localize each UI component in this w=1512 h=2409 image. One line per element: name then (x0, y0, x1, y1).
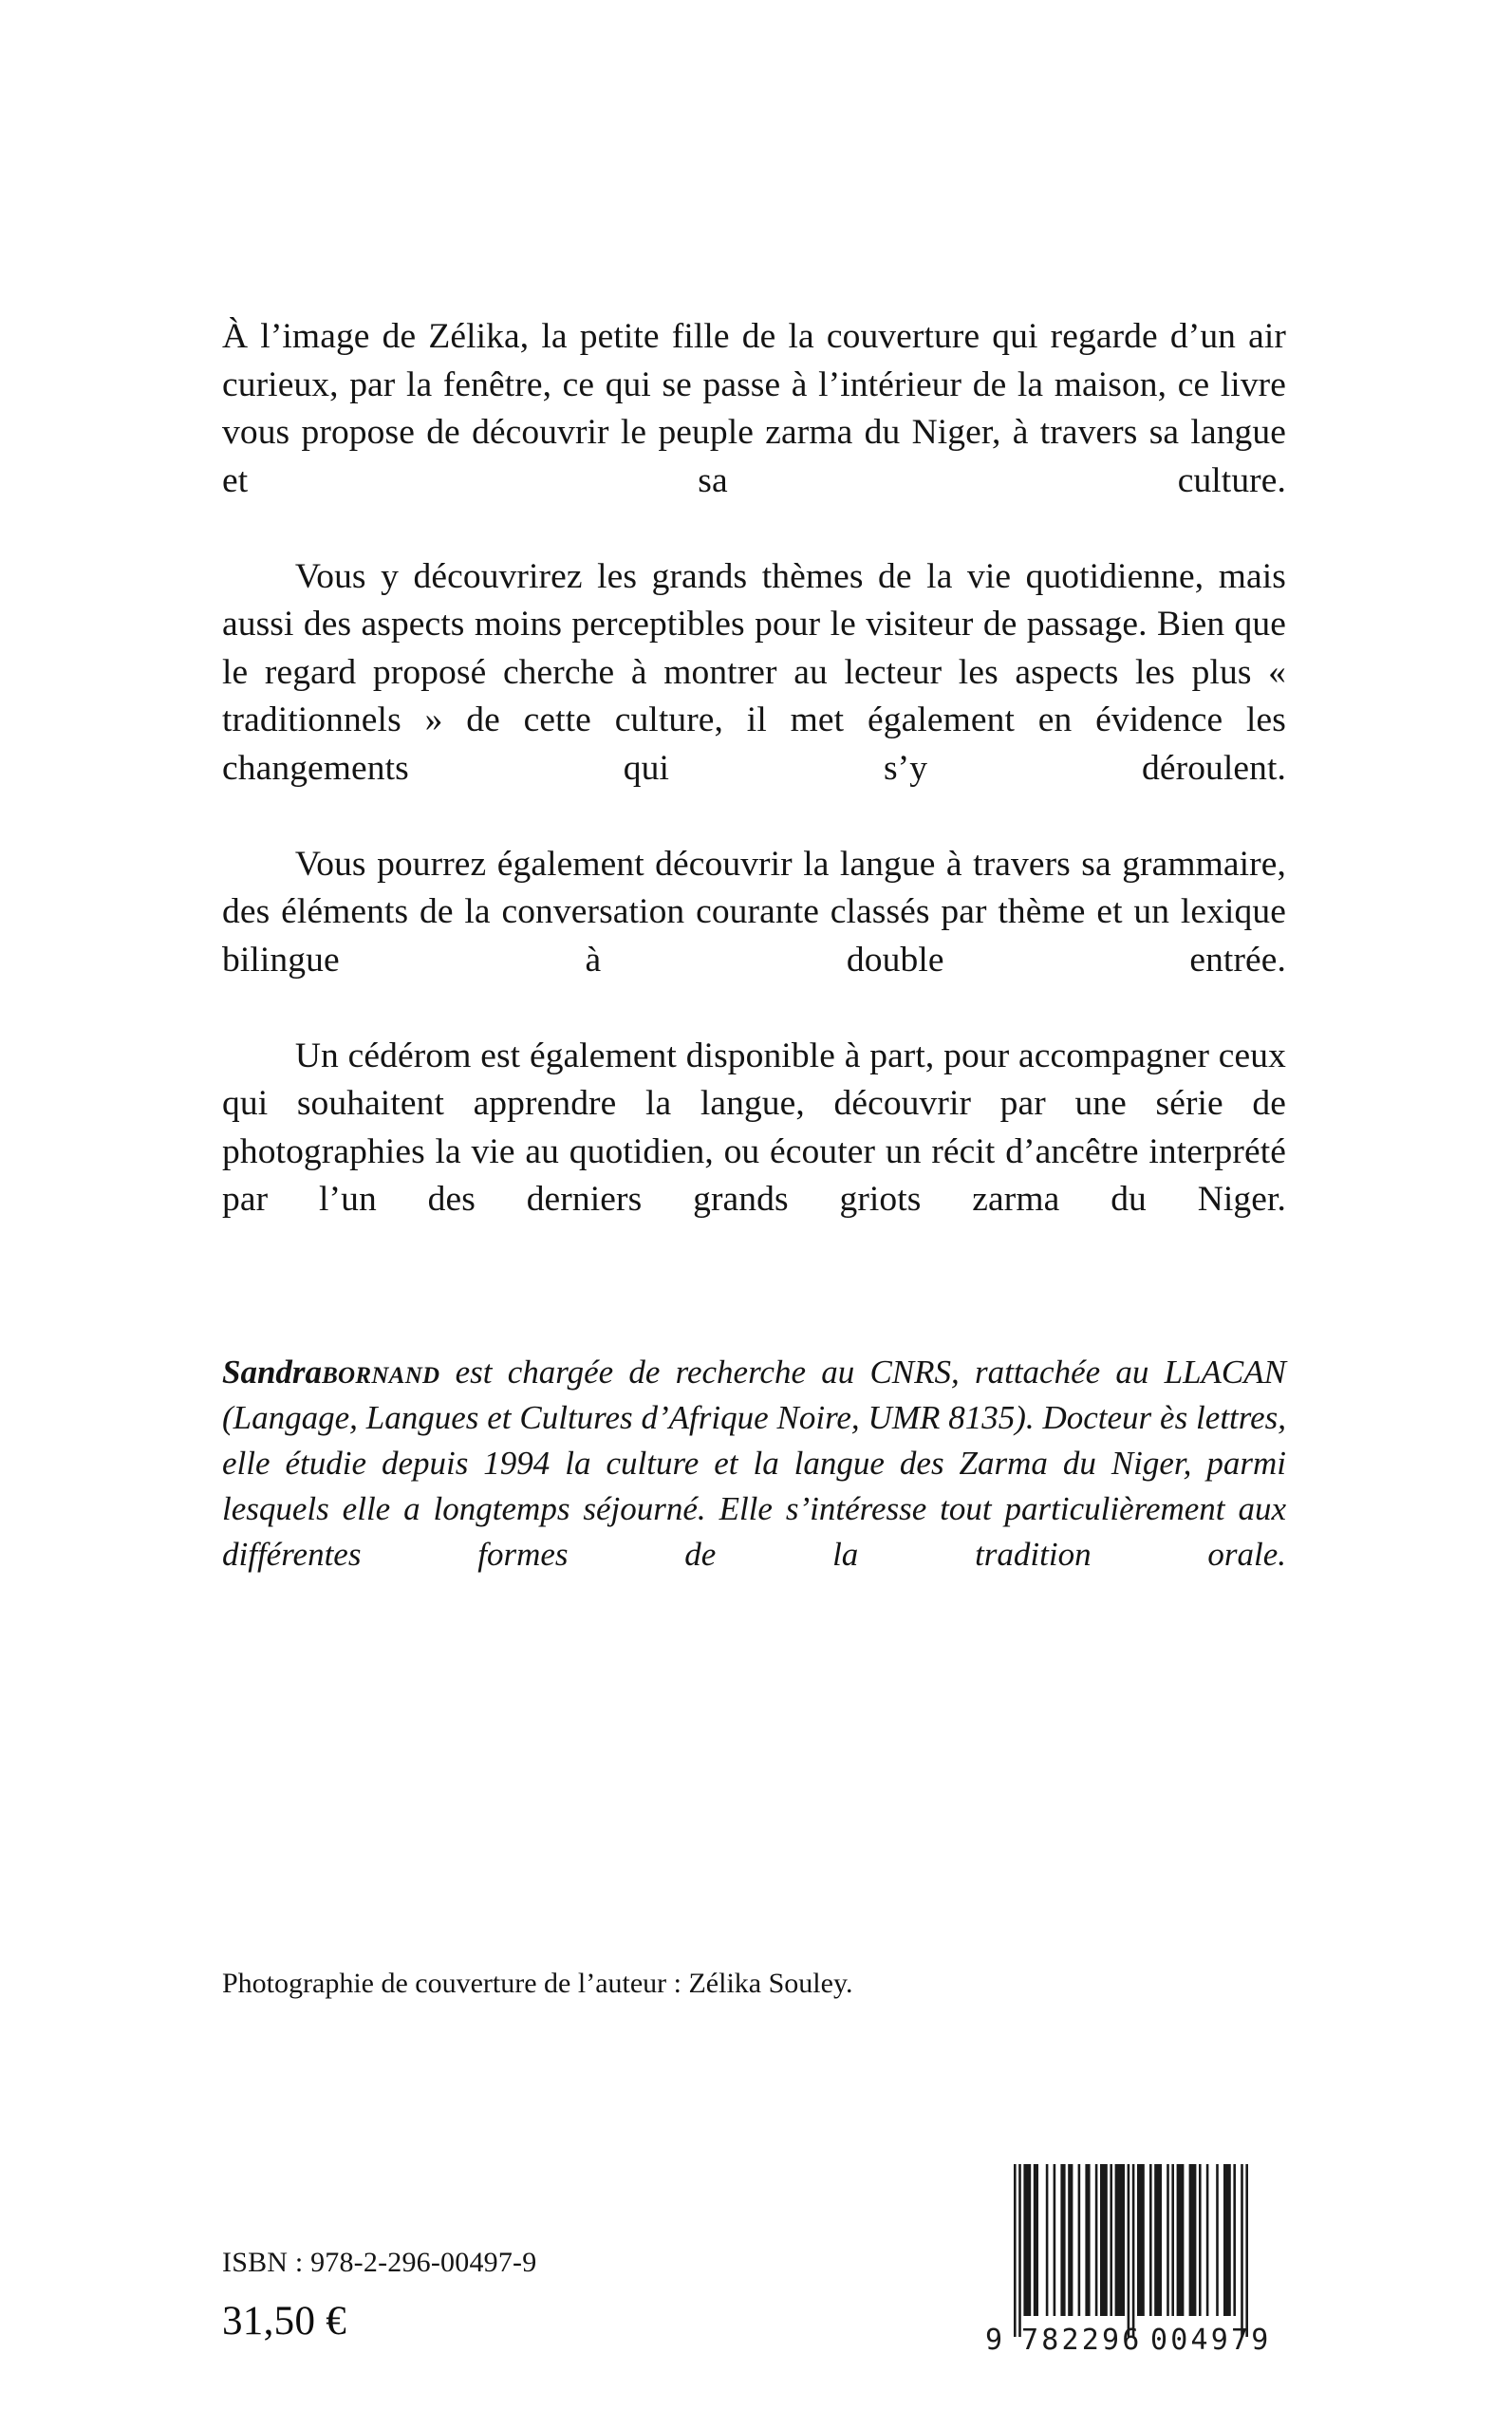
price-text: 31,50 € (222, 2299, 347, 2344)
author-bio-block (222, 1350, 1286, 1623)
barcode-left-group: 782296 (1021, 2324, 1143, 2357)
blurb-text-block (222, 313, 1286, 1272)
author-first-name: Sandra (222, 1354, 323, 1391)
author-bio-paragraph (222, 1350, 1286, 1623)
blurb-paragraph: Vous y découvrirez les grands thèmes de la vie quotidienne, mais aussi des aspects moins perceptibles pour le visiteur de passage. Bien que le regard proposé cherche à montrer au lecteur les aspects les plus « traditionnels » de cette culture, il met également en évidence les changements qui s’y déroulent. (222, 556, 1286, 788)
author-bio-text: est chargée de recherche au CNRS, rattachée au LLACAN (Langage, Langues et Cultures d’Afrique Noire, UMR 8135). Docteur ès lettres, elle étudie depuis 1994 la culture et la langue des Zarma du Niger, parmi lesquels elle a longtemps séjourné. Elle s’intéresse tout particulièrement aux différentes formes de la tradition orale. (222, 1354, 1286, 1573)
cover-photo-credit: Photographie de couverture de l’auteur : Zélika Souley. (222, 1968, 853, 1999)
barcode-right-group: 004979 (1150, 2324, 1272, 2357)
barcode-lead-digit: 9 (985, 2324, 1003, 2357)
blurb-paragraph: Un cédérom est également disponible à part, pour accompagner ceux qui souhaitent apprendre la langue, découvrir par une série de photographies la vie au quotidien, ou écouter un récit d’ancêtre interprété par l’un des derniers grands griots zarma du Niger. (222, 1036, 1286, 1219)
blurb-paragraph: Vous pourrez également découvrir la langue à travers sa grammaire, des éléments de la conversation courante classés par thème et un lexique bilingue à double entrée. (222, 844, 1286, 980)
author-last-name: bornand (322, 1354, 440, 1391)
isbn-text: ISBN : 978-2-296-00497-9 (222, 2247, 537, 2278)
ean13-barcode (976, 2153, 1308, 2357)
barcode-svg (976, 2153, 1308, 2357)
blurb-paragraph: À l’image de Zélika, la petite fille de la couverture qui regarde d’un air curieux, par la fenêtre, ce qui se passe à l’intérieur de la maison, ce livre vous propose de découvrir le peuple zarma du Niger, à travers sa langue et sa culture. (222, 317, 1286, 500)
